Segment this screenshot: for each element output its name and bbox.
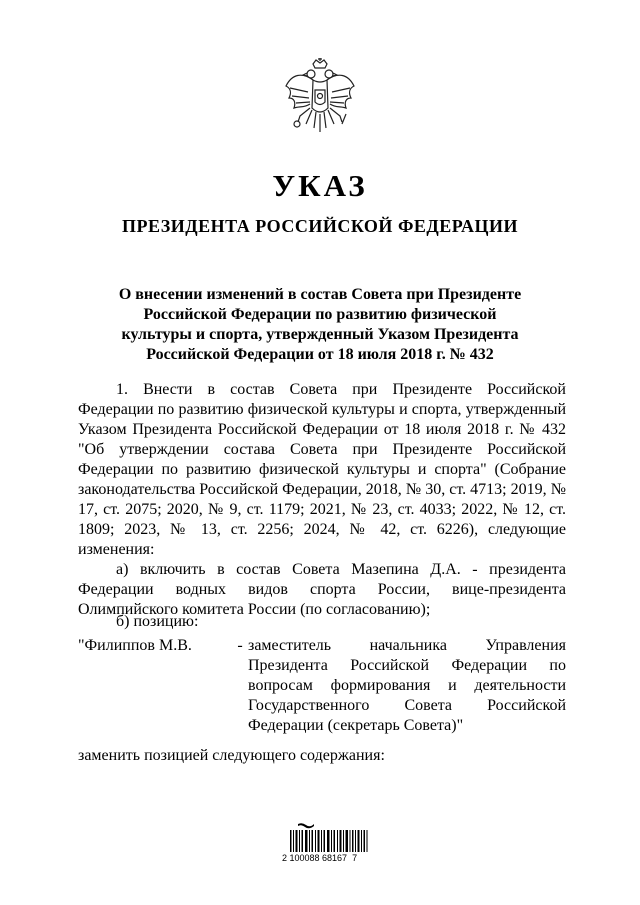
decree-heading: О внесении изменений в состав Совета при Президенте Российской Федерации по развитию физической культуры и спорта, утвержденный Указом Президента Российской Федерации от 18 июля 2018 г. № 432 (118, 286, 522, 363)
item-b-text: б) позицию: (116, 613, 199, 630)
position-name: "Филиппов М.В. (78, 637, 192, 654)
item-b (78, 612, 566, 632)
paragraph-1-text: 1. Внести в состав Совета при Президенте Российской Федерации по развитию физической культуры и спорта, утвержденный Указом Президента Российской Федерации от 18 июля 2018 г. № 432 "Об утверждении состава Совета при Президенте Российской Федерации по развитию физической культуры и спорта" (Собрание законодательства Российской Федерации, 2018, № 30, ст. 4713; 2019, № 17, ст. 2075; 2020, № 9, ст. 1179; 2021, № 23, ст. 4033; 2022, № 12, ст. 1809; 2023, № 13, ст. 2256; 2024, № 42, ст. 6226), следующие изменения: (78, 381, 566, 558)
document-title: УКАЗ (272, 168, 368, 203)
position-entry (78, 636, 566, 746)
document-subtitle: ПРЕЗИДЕНТА РОССИЙСКОЙ ФЕДЕРАЦИИ (122, 216, 518, 236)
item-a (78, 560, 566, 620)
replace-text: заменить позицией следующего содержания: (78, 747, 385, 764)
position-dash: - (237, 637, 243, 654)
barcode-number: 2 100088 68167 7 (282, 853, 358, 863)
item-a-text: а) включить в состав Совета Мазепина Д.А. - президента Федерации водных видов спорта России, вице-президента Олимпийского комитета России (по согласованию); (78, 561, 566, 618)
position-description: заместитель начальника Управления Президента Российской Федерации по вопросам формирования и деятельности Государственного Совета Российской Федерации (секретарь Совета)" (248, 637, 566, 734)
paragraph-1 (78, 380, 566, 560)
russian-coat-of-arms-icon (280, 58, 360, 138)
